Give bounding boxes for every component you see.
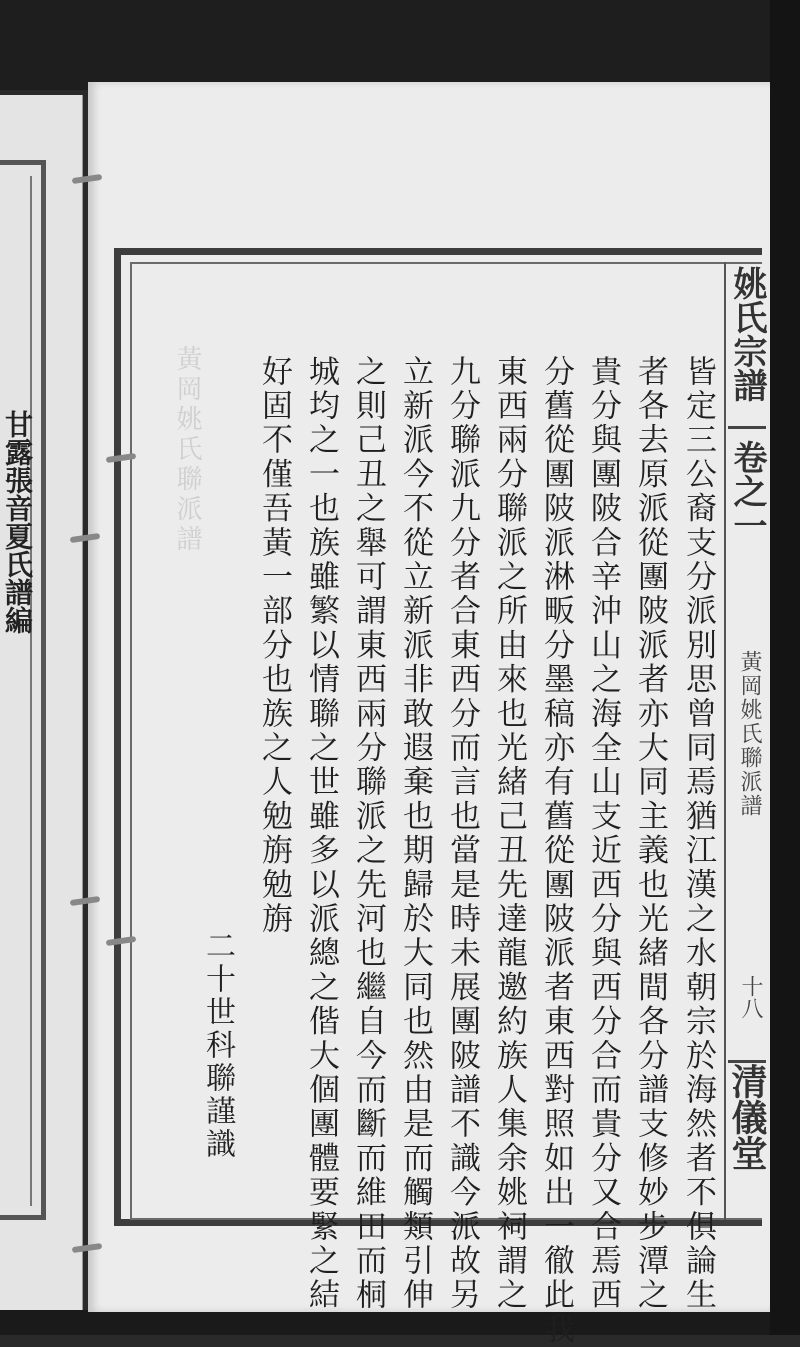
text-column-9: 城均之一也族雖繁以情聯之世雖多以派總之偕大個團體要緊之結 — [303, 355, 339, 1313]
section-subtitle: 黃岡姚氏聯派譜 — [737, 650, 762, 818]
signature: 二十世科聯謹識 — [200, 930, 235, 1161]
previous-page-text: 甘露張音夏氏譜編 — [1, 410, 34, 634]
background-bottom — [0, 1310, 800, 1335]
text-column-10: 好固不僅吾黃一部分也族之人勉旃勉旃 — [256, 355, 292, 937]
text-column-6: 九分聯派九分者合東西分而言也當是時未展團陂譜不識今派故另 — [444, 355, 480, 1313]
text-column-7: 立新派今不從立新派非敢遐棄也期歸於大同也然由是而觸類引伸 — [397, 355, 433, 1313]
text-column-2: 者各去原派從團陂派者亦大同主義也光緒間各分譜支修妙步潭之 — [632, 355, 668, 1313]
page-number: 十八 — [738, 975, 763, 1019]
hall-name: 清儀堂 — [728, 1060, 766, 1218]
previous-page-inner-border — [0, 176, 32, 1206]
text-column-1: 皆定三公裔支分派別思曾同焉猶江漢之水朝宗於海然者不俱論生 — [680, 355, 716, 1313]
text-column-5: 東西兩分聯派之所由來也光緒己丑先達龍邀約族人集余姚祠謂之 — [491, 355, 527, 1313]
text-column-3: 貴分與團陂合辛沖山之海全山支近西分與西分合而貴分又合焉西 — [585, 355, 621, 1313]
volume-label: 卷之一 — [727, 440, 767, 542]
book-title: 姚氏宗譜 — [728, 266, 766, 429]
background-top — [0, 0, 800, 90]
text-column-8: 之則己丑之舉可謂東西兩分聯派之先河也繼自今而斷而維田而桐 — [350, 355, 386, 1313]
text-column-4: 分舊從團陂派淋畈分墨稿亦有舊從團陂派者東西對照如出一徹此我 — [538, 355, 574, 1347]
background-right — [770, 0, 800, 1335]
bleed-through-text: 黃岡姚氏聯派譜 — [172, 345, 202, 555]
